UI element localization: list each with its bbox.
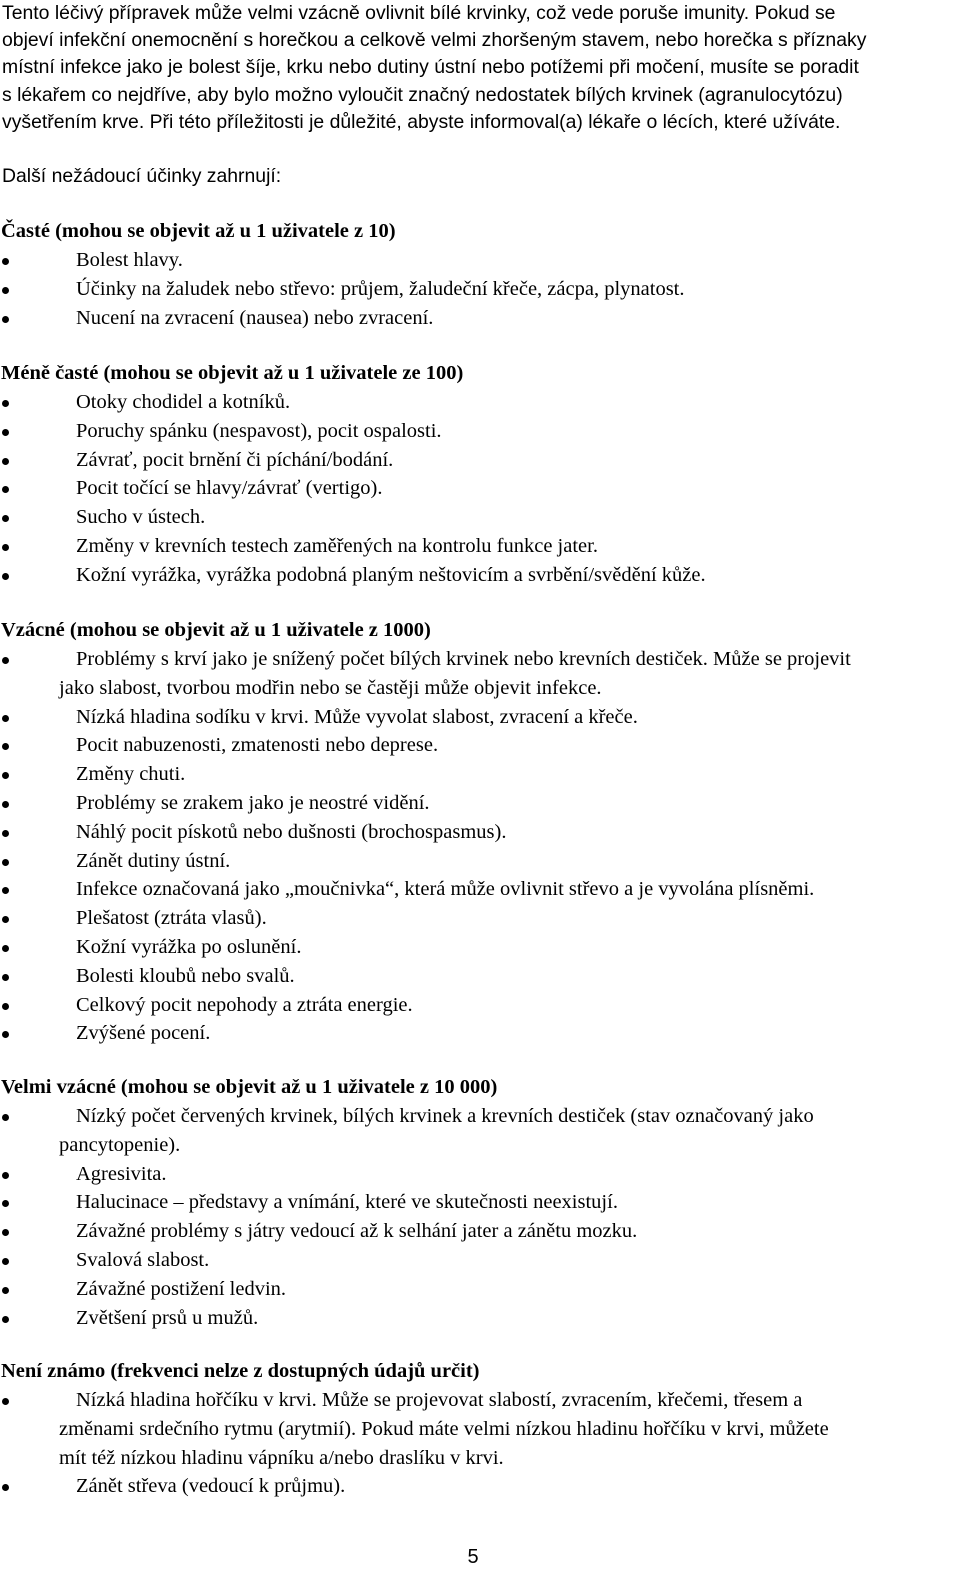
list-item-text bbox=[76, 875, 956, 904]
list-item-text bbox=[76, 275, 956, 304]
list-item bbox=[0, 388, 956, 417]
list-item-line: Svalová slabost. bbox=[76, 1248, 210, 1271]
bullet-icon bbox=[2, 1316, 9, 1323]
list-item-text bbox=[76, 1160, 956, 1189]
intro-line: objeví infekční onemocnění s horečkou a celkově velmi zhoršeným stavem, nebo horečka s příznaky bbox=[2, 29, 867, 52]
list-item-text bbox=[76, 304, 956, 333]
list-item-line: Infekce označovaná jako „moučnivka“, která může ovlivnit střevo a je vyvolána plísněmi. bbox=[76, 878, 815, 901]
list-item-text bbox=[76, 847, 956, 876]
list-item-text bbox=[76, 503, 956, 532]
section-heading: Vzácné (mohou se objevit až u 1 uživatele z 1000) bbox=[1, 619, 431, 641]
list-item bbox=[0, 1102, 956, 1160]
list-item-text bbox=[76, 933, 956, 962]
bullet-icon bbox=[2, 486, 9, 493]
list-item-line: Změny chuti. bbox=[76, 763, 186, 786]
list-item bbox=[0, 991, 956, 1020]
list-item bbox=[0, 1019, 956, 1048]
list-item bbox=[0, 1246, 956, 1275]
list-item-text bbox=[76, 818, 956, 847]
list-item bbox=[0, 962, 956, 991]
list-item bbox=[0, 1275, 956, 1304]
list-item bbox=[0, 731, 956, 760]
list-item bbox=[0, 1188, 956, 1217]
section-heading: Není známo (frekvenci nelze z dostupných údajů určit) bbox=[1, 1360, 480, 1382]
intro-paragraph bbox=[2, 0, 952, 136]
list-item bbox=[0, 1304, 956, 1333]
bullet-icon bbox=[2, 887, 9, 894]
list-item bbox=[0, 789, 956, 818]
bullet-icon bbox=[2, 1287, 9, 1294]
bullet-icon bbox=[2, 830, 9, 837]
intro-line: s lékařem co nejdříve, aby bylo možno vyloučit značný nedostatek bílých krvinek (agranulocytózu) bbox=[2, 83, 843, 106]
list-item-line: Nízký počet červených krvinek, bílých krvinek a krevních destiček (stav označovaný jako bbox=[76, 1105, 814, 1127]
list-item-text bbox=[76, 962, 956, 991]
list-item bbox=[0, 561, 956, 590]
list-item-line: Pocit točící se hlavy/závrať (vertigo). bbox=[76, 477, 383, 500]
bullet-icon bbox=[2, 458, 9, 465]
list-item-line: Kožní vyrážka po oslunění. bbox=[76, 935, 302, 958]
list-item bbox=[0, 760, 956, 789]
bullet-icon bbox=[2, 287, 9, 294]
bullet-icon bbox=[2, 859, 9, 866]
section-heading: Časté (mohou se objevit až u 1 uživatele z 10) bbox=[1, 220, 396, 242]
list-item-line: Zvětšení prsů u mužů. bbox=[76, 1306, 259, 1329]
side-effects-list bbox=[0, 645, 956, 1048]
bullet-icon bbox=[2, 1200, 9, 1207]
list-item-line: Agresivita. bbox=[76, 1162, 167, 1185]
list-item-line: Sucho v ústech. bbox=[76, 506, 206, 529]
list-item-text bbox=[76, 1472, 956, 1501]
list-item bbox=[0, 875, 956, 904]
list-item-line: Účinky na žaludek nebo střevo: průjem, žaludeční křeče, zácpa, plynatost. bbox=[76, 277, 685, 300]
bullet-icon bbox=[2, 743, 9, 750]
list-item bbox=[0, 703, 956, 732]
list-item bbox=[0, 847, 956, 876]
list-item bbox=[0, 246, 956, 275]
list-item-text bbox=[76, 388, 956, 417]
list-item bbox=[0, 1217, 956, 1246]
bullet-icon bbox=[2, 657, 9, 664]
list-item-text bbox=[76, 561, 956, 590]
list-item-text bbox=[76, 1275, 956, 1304]
list-item-text bbox=[76, 760, 956, 789]
side-effects-list bbox=[0, 1386, 956, 1501]
list-item-line: Kožní vyrážka, vyrážka podobná planým neštovicím a svrbění/svědění kůže. bbox=[76, 563, 706, 586]
list-item bbox=[0, 417, 956, 446]
list-item-text bbox=[76, 1217, 956, 1246]
list-item bbox=[0, 904, 956, 933]
list-item-text bbox=[76, 417, 956, 446]
list-item-text bbox=[59, 1102, 956, 1160]
section-rare bbox=[0, 616, 956, 1048]
list-item bbox=[0, 503, 956, 532]
bullet-icon bbox=[2, 316, 9, 323]
list-item-text bbox=[76, 991, 956, 1020]
bullet-icon bbox=[2, 772, 9, 779]
list-item bbox=[0, 1160, 956, 1189]
list-item-line: Závrať, pocit brnění či píchání/bodání. bbox=[76, 448, 394, 471]
section-not-known bbox=[0, 1357, 956, 1501]
list-item bbox=[0, 532, 956, 561]
side-effects-list bbox=[0, 388, 956, 590]
bullet-icon bbox=[2, 974, 9, 981]
list-item-line: Závažné postižení ledvin. bbox=[76, 1277, 287, 1300]
list-item-line: Otoky chodidel a kotníků. bbox=[76, 391, 291, 413]
bullet-icon bbox=[2, 801, 9, 808]
section-very-rare bbox=[0, 1073, 956, 1332]
list-item-line: Problémy s krví jako je snížený počet bílých krvinek nebo krevních destiček. Může se projevit bbox=[76, 648, 851, 670]
list-item bbox=[0, 474, 956, 503]
list-item-line: Zánět střeva (vedoucí k průjmu). bbox=[76, 1475, 346, 1498]
list-item bbox=[0, 304, 956, 333]
list-item-line: Závažné problémy s játry vedoucí až k selhání jater a zánětu mozku. bbox=[76, 1220, 638, 1243]
list-item-text bbox=[76, 731, 956, 760]
list-item-line: Halucinace – představy a vnímání, které ve skutečnosti neexistují. bbox=[76, 1191, 618, 1214]
bullet-icon bbox=[2, 258, 9, 265]
intro-line: Tento léčivý přípravek může velmi vzácně ovlivnit bílé krvinky, což vede poruše imunity. Pokud se bbox=[2, 2, 836, 24]
list-item-line: Nízká hladina hořčíku v krvi. Může se projevovat slabostí, zvracením, křečemi, třesem a bbox=[76, 1389, 803, 1411]
bullet-icon bbox=[2, 945, 9, 952]
list-item bbox=[0, 446, 956, 475]
list-item bbox=[0, 1386, 956, 1472]
list-item-text bbox=[76, 1246, 956, 1275]
bullet-icon bbox=[2, 429, 9, 436]
bullet-icon bbox=[2, 544, 9, 551]
list-item-line: Celkový pocit nepohody a ztráta energie. bbox=[76, 993, 413, 1016]
page-number: 5 bbox=[467, 1546, 479, 1568]
side-effects-intro: Další nežádoucí účinky zahrnují: bbox=[2, 165, 282, 187]
list-item-text bbox=[76, 904, 956, 933]
list-item bbox=[0, 818, 956, 847]
section-uncommon bbox=[0, 359, 956, 590]
side-effects-list bbox=[0, 246, 956, 332]
bullet-icon bbox=[2, 400, 9, 407]
list-item-line: Bolesti kloubů nebo svalů. bbox=[76, 964, 295, 987]
bullet-icon bbox=[2, 515, 9, 522]
list-item-line: Plešatost (ztráta vlasů). bbox=[76, 907, 267, 930]
bullet-icon bbox=[2, 1114, 9, 1121]
list-item-continuation: mít též nízkou hladinu vápníku a/nebo draslíku v krvi. bbox=[59, 1446, 504, 1469]
bullet-icon bbox=[2, 1031, 9, 1038]
list-item-line: Nízká hladina sodíku v krvi. Může vyvolat slabost, zvracení a křeče. bbox=[76, 705, 638, 728]
bullet-icon bbox=[2, 1484, 9, 1491]
list-item-line: Pocit nabuzenosti, zmatenosti nebo deprese. bbox=[76, 734, 439, 757]
list-item-text bbox=[76, 246, 956, 275]
list-item-line: Zvýšené pocení. bbox=[76, 1022, 211, 1045]
section-common bbox=[0, 217, 956, 332]
list-item-text bbox=[59, 645, 956, 703]
list-item-text bbox=[76, 1019, 956, 1048]
list-item-continuation: pancytopenie). bbox=[59, 1133, 181, 1156]
list-item-text bbox=[59, 1386, 956, 1472]
list-item-text bbox=[76, 1304, 956, 1333]
list-item-line: Nucení na zvracení (nausea) nebo zvracení. bbox=[76, 306, 434, 329]
bullet-icon bbox=[2, 1398, 9, 1405]
side-effects-list bbox=[0, 1102, 956, 1332]
list-item-line: Zánět dutiny ústní. bbox=[76, 849, 231, 872]
list-item-text bbox=[76, 532, 956, 561]
list-item-continuation: změnami srdečního rytmu (arytmií). Pokud máte velmi nízkou hladinu hořčíku v krvi, můžete bbox=[59, 1417, 829, 1440]
list-item-line: Problémy se zrakem jako je neostré vidění. bbox=[76, 791, 430, 814]
bullet-icon bbox=[2, 916, 9, 923]
list-item-text bbox=[76, 1188, 956, 1217]
section-heading: Méně časté (mohou se objevit až u 1 uživatele ze 100) bbox=[1, 362, 464, 384]
intro-line: vyšetřením krve. Při této příležitosti je důležité, abyste informoval(a) lékaře o lécích, které užíváte. bbox=[2, 110, 841, 133]
section-heading: Velmi vzácné (mohou se objevit až u 1 uživatele z 10 000) bbox=[1, 1076, 498, 1098]
list-item-text bbox=[76, 474, 956, 503]
bullet-icon bbox=[2, 1003, 9, 1010]
list-item bbox=[0, 1472, 956, 1501]
list-item-line: Bolest hlavy. bbox=[76, 249, 183, 271]
bullet-icon bbox=[2, 573, 9, 580]
list-item-line: Náhlý pocit pískotů nebo dušnosti (brochospasmus). bbox=[76, 820, 507, 843]
list-item-line: Poruchy spánku (nespavost), pocit ospalosti. bbox=[76, 419, 442, 442]
list-item bbox=[0, 933, 956, 962]
bullet-icon bbox=[2, 1172, 9, 1179]
intro-line: místní infekce jako je bolest šíje, krku nebo dutiny ústní nebo potížemi při močení, musíte se poradit bbox=[2, 56, 859, 79]
list-item-line: Změny v krevních testech zaměřených na kontrolu funkce jater. bbox=[76, 534, 598, 557]
list-item-continuation: jako slabost, tvorbou modřin nebo se častěji může objevit infekce. bbox=[59, 676, 602, 699]
list-item-text bbox=[76, 789, 956, 818]
list-item-text bbox=[76, 703, 956, 732]
bullet-icon bbox=[2, 715, 9, 722]
list-item bbox=[0, 275, 956, 304]
bullet-icon bbox=[2, 1229, 9, 1236]
bullet-icon bbox=[2, 1258, 9, 1265]
list-item bbox=[0, 645, 956, 703]
list-item-text bbox=[76, 446, 956, 475]
